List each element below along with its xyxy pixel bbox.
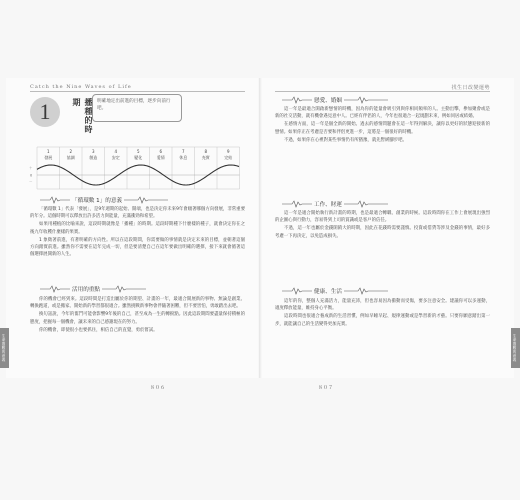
paragraph: 1 象徵著前進，有著明確的方向性。所以在這段期間，你需要做的事情就是決定未來的目標，並朝著這個方向踏實前進。雖然你不需要在這年完成一切，但是要清楚自己在這年要做出明確的選擇，接下來就會循著這個選擇展開新的人生。 <box>30 237 245 258</box>
right-header-rule <box>275 91 490 92</box>
paragraph: 這段時間也很適合養成新的生活習慣，例如早睡早起、規律運動或是學習新的才藝。只要你願意踏出第一步，就能讓自己的生活變得更加充實。 <box>275 314 490 327</box>
right-side-tab: 生命靈數的意義 <box>511 328 520 368</box>
paragraph: 在感情方面，這一年是個全新的開始。過去的感情問題會在這一年得到解決，讓你以更好的狀態迎接新的戀情。如果你正在考慮是否要和伴侶更進一步，這將是一個很好的時機。 <box>275 122 490 135</box>
paragraph: 你的機會已經到來。這段時間是打造出屬於你的期望、計畫的一年，最適合開展新的事物、無論是創業、轉換跑道，或是搬家、開始新的學習都很適合。雖然挑戰新事物會伴隨著困難，但不要害怕，勇敢踏出去吧。 <box>30 297 245 310</box>
stage-label: 充實 <box>201 155 210 160</box>
section-head-work <box>282 200 388 208</box>
stage-number: 7 <box>181 149 185 154</box>
heartbeat-wave-icon <box>40 196 70 204</box>
stage-number: 6 <box>159 149 163 154</box>
paragraph: 不過，這一年也屬於金錢開銷大的時期，因此在花錢時需要謹慎。投資或借貸等涉及金錢的事情，最好多考慮一下再決定，以免造成損失。 <box>275 226 490 239</box>
stage-label: 發展 <box>44 155 53 160</box>
chapter-number-badge <box>30 97 60 127</box>
axis-minus-label: － <box>29 180 33 184</box>
stage-number: 3 <box>91 149 95 154</box>
paragraph: 換句話說，今年的奮鬥可能會影響9年後的自己，甚至成為一生的轉捩點。因此這段期間要盡量保持積極的態度，把握每一個機會，讓未來的自己感謝現在的努力。 <box>30 312 245 325</box>
heartbeat-wave-icon <box>102 285 146 293</box>
stage-label: 完結 <box>224 155 233 160</box>
section-title: 活用的重點 <box>72 287 100 293</box>
left-running-header: Catch the Nine Waves of Life <box>30 84 132 90</box>
chapter-number: 1 <box>39 99 51 124</box>
section-title: 工作、財運 <box>314 202 342 208</box>
heartbeat-wave-icon <box>282 287 312 295</box>
paragraph: 這年的你，整個人充滿活力，能量充沛，但也容易因為衝動而受傷，要多注意安全。建議你可以多運動，適度釋放能量，維持身心平衡。 <box>275 299 490 312</box>
paragraph: 你的機會，即使很小也要抓住，相信自己的直覺，勇於嘗試。 <box>39 327 158 333</box>
section-body-love <box>275 106 490 145</box>
section-title: 健康、生活 <box>314 289 342 295</box>
right-running-header: 找生日改變運勢 <box>451 85 490 91</box>
stage-label: 休息 <box>179 155 188 160</box>
section-body-health <box>275 298 490 329</box>
section-head-health <box>282 287 388 295</box>
heartbeat-wave-icon <box>124 196 168 204</box>
stage-label: 變化 <box>134 155 143 160</box>
heartbeat-wave-icon <box>282 96 312 104</box>
heartbeat-wave-icon <box>344 96 388 104</box>
section-title: 戀愛、婚姻 <box>314 98 342 104</box>
heartbeat-wave-icon <box>40 285 70 293</box>
chapter-intro-box: 明確地定出前進的目標，逐步向前行吧。 <box>92 94 182 122</box>
section-head-love <box>282 96 388 104</box>
left-header-rule <box>30 91 245 92</box>
stage-number: 2 <box>69 149 73 154</box>
left-side-tab: 生命靈數的意義 <box>0 328 9 368</box>
stage-number: 5 <box>136 149 140 154</box>
stage-label: 協調 <box>66 155 75 160</box>
section-head-meaning <box>40 196 168 204</box>
cycle-wave-chart <box>27 145 243 191</box>
section-body-meaning <box>30 206 245 259</box>
section-body-work <box>275 210 490 241</box>
section-body-usage <box>30 296 245 335</box>
paragraph: 這一年是最適合開啟新戀情的時機，因為你的能量會吸引到與你相同頻率的人。主動出擊，參加聚會或是新的社交活動，就有機會遇見意中人。已經有伴侶的人，今年也很適合一起規劃未來，例如同居或結婚。 <box>275 107 490 120</box>
chapter-title: 播種的時期 <box>72 98 93 134</box>
section-head-usage <box>40 285 146 293</box>
heartbeat-wave-icon <box>344 287 388 295</box>
axis-zero-label: 0 <box>30 173 33 178</box>
stage-label: 安定 <box>111 155 120 160</box>
right-page-number: ８０７ <box>318 385 334 391</box>
stage-label: 愛情 <box>156 155 165 160</box>
paragraph: 這一年是適合開始執行新計畫的時期，也是最適合轉職、創業的時候。這段時間你在工作上會展現出強烈的企圖心與行動力，容易得到上司的賞識或是客戶的信任。 <box>275 211 490 224</box>
paragraph: 如果用種植的比喻來說，這段時期就像是「播種」的時期。這段時期種下什麼樣的種子，就會決定你在之後九年收穫什麼樣的果實。 <box>30 222 245 235</box>
stage-number: 8 <box>204 149 208 154</box>
heartbeat-wave-icon <box>282 200 312 208</box>
heartbeat-wave-icon <box>344 200 388 208</box>
paragraph: 「循環數 1」代表「發展」，是9年週期的起始、開端，也是決定你未來9年會順著哪個方向發展，非常重要的年分。這個時期可以釋放出許多活力與能量，充滿衝勁和希望。 <box>30 207 245 220</box>
stage-number: 4 <box>114 149 118 154</box>
stage-number: 9 <box>226 149 230 154</box>
book-gutter <box>259 78 261 378</box>
section-title: 「循環數 1」的意義 <box>72 198 123 204</box>
left-page-number: ８０６ <box>150 385 166 391</box>
stage-label: 創造 <box>89 155 98 160</box>
axis-plus-label: ＋ <box>29 166 33 170</box>
paragraph: 不過，如果你在心裡對某些事情仍有所猶豫，就先暫緩腳步吧。 <box>284 137 407 143</box>
stage-number: 1 <box>46 149 50 154</box>
